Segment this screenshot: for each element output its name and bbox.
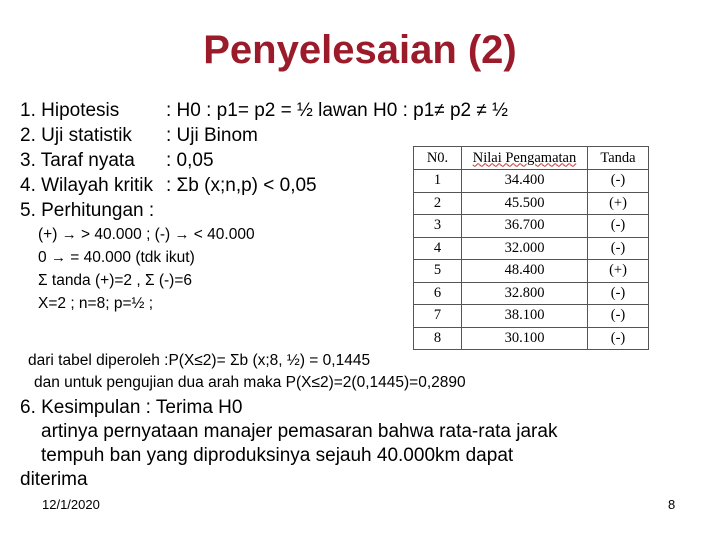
calc-line-sigma: Σ tanda (+)=2 , Σ (-)=6 — [38, 272, 192, 289]
table-row — [414, 192, 649, 215]
arrow-right-icon: → — [174, 226, 190, 243]
calc-line-plus-minus — [38, 223, 255, 246]
header-nilai-text: Nilai Pengamatan — [472, 149, 577, 166]
calc-line-params: X=2 ; n=8; p=½ ; — [38, 295, 154, 312]
slide-title: Penyelesaian (2) — [203, 28, 517, 72]
cell-no: 3 — [414, 215, 462, 238]
step-label: 3. Taraf nyata — [20, 150, 135, 171]
table-row — [414, 237, 649, 260]
cell-value: 36.700 — [462, 215, 588, 238]
calc-text: > 40.000 ; (-) — [81, 226, 171, 243]
calc-line-zero — [38, 246, 255, 269]
result-block — [28, 350, 466, 394]
page-number: 8 — [668, 497, 676, 512]
cell-sign: (-) — [588, 282, 649, 305]
cell-sign: (-) — [588, 215, 649, 238]
calculation-block — [38, 223, 255, 315]
cell-sign: (-) — [588, 327, 649, 350]
table-row — [414, 282, 649, 305]
cell-value: 34.400 — [462, 170, 588, 193]
cell-no: 6 — [414, 282, 462, 305]
table-row — [414, 170, 649, 193]
table-row — [414, 305, 649, 328]
result-line-2: dan untuk pengujian dua arah maka P(X≤2)=2(0,1445)=0,2890 — [34, 374, 466, 391]
step-label: 2. Uji statistik — [20, 125, 132, 146]
step-label: 4. Wilayah kritik — [20, 175, 154, 196]
cell-no: 5 — [414, 260, 462, 283]
plus-sign-label: (+) — [38, 226, 58, 243]
cell-value: 32.800 — [462, 282, 588, 305]
conclusion-line: tempuh ban yang diproduksinya sejauh 40.000km dapat — [41, 445, 514, 466]
cell-sign: (-) — [588, 170, 649, 193]
step-value: : H0 : p1= p2 = ½ lawan H0 : p1≠ p2 ≠ ½ — [166, 100, 508, 121]
cell-no: 4 — [414, 237, 462, 260]
conclusion-line: artinya pernyataan manajer pemasaran bahwa rata-rata jarak — [41, 421, 558, 442]
cell-no: 8 — [414, 327, 462, 350]
cell-value: 38.100 — [462, 305, 588, 328]
cell-no: 2 — [414, 192, 462, 215]
cell-value: 32.000 — [462, 237, 588, 260]
step-value: : Σb (x;n,p) < 0,05 — [166, 175, 317, 196]
cell-no: 7 — [414, 305, 462, 328]
footer-date: 12/1/2020 — [42, 497, 100, 512]
table-row — [414, 260, 649, 283]
step-label: 1. Hipotesis — [20, 100, 120, 121]
conclusion-block — [20, 396, 557, 492]
conclusion-heading: 6. Kesimpulan : Terima H0 — [20, 397, 243, 418]
arrow-right-icon: → — [50, 249, 66, 266]
cell-no: 1 — [414, 170, 462, 193]
table-row — [414, 327, 649, 350]
cell-sign: (-) — [588, 237, 649, 260]
calc-text: = 40.000 (tdk ikut) — [70, 249, 195, 266]
step-value: : Uji Binom — [166, 125, 258, 146]
header-tanda: Tanda — [588, 147, 649, 170]
table-row — [414, 215, 649, 238]
cell-sign: (+) — [588, 260, 649, 283]
calc-text: < 40.000 — [193, 226, 255, 243]
cell-sign: (-) — [588, 305, 649, 328]
result-line-1: dari tabel diperoleh :P(X≤2)= Σb (x;8, ½) = 0,1445 — [28, 352, 371, 369]
step-label: 5. Perhitungan : — [20, 200, 155, 221]
observation-table — [413, 146, 649, 350]
conclusion-line: diterima — [20, 469, 88, 490]
zero-label: 0 — [38, 249, 47, 266]
cell-value: 30.100 — [462, 327, 588, 350]
table-header-row — [414, 147, 649, 170]
step-value: : 0,05 — [166, 150, 214, 171]
cell-value: 48.400 — [462, 260, 588, 283]
arrow-right-icon: → — [61, 226, 77, 243]
header-nilai — [462, 147, 588, 170]
header-no: N0. — [414, 147, 462, 170]
cell-sign: (+) — [588, 192, 649, 215]
cell-value: 45.500 — [462, 192, 588, 215]
